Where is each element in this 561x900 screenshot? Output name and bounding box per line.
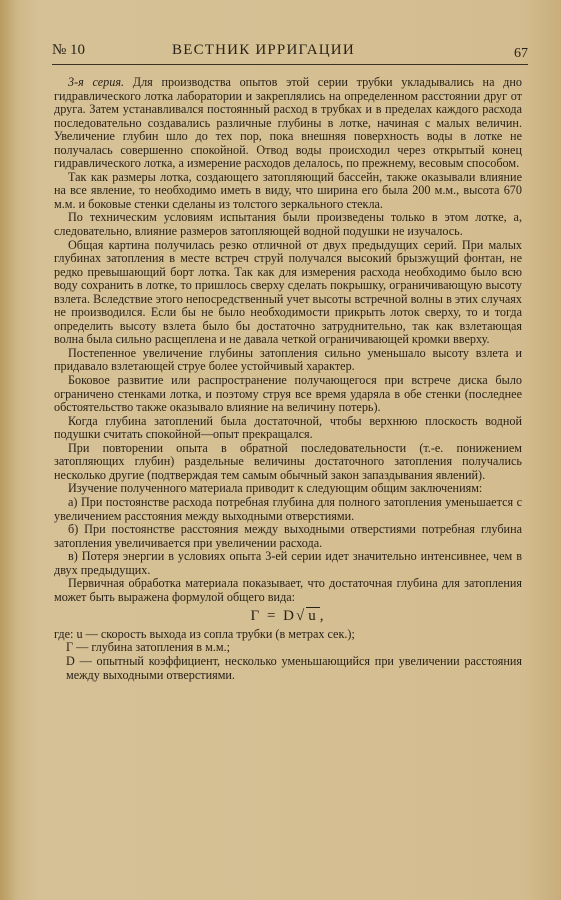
paragraph-text: Для производства опытов этой серии трубки укладывались на дно гидравлического лотка лаборатории и закреплялись на определенном расстоянии друг от друга. Затем устанавливался постоянный расход в трубках и в пределах каждого расхода последовательно создавались различные глубины в лотке, начиная с малых величин. Увеличение глубин шло до тех пор, пока внешняя поверхность воды в лотке не получалась совершенно спокойной. Отвод воды происходил через открытый конец гидравлического лотка, а измерение расходов делалось, по прежнему, весовым способом.: [54, 75, 522, 171]
paragraph: По техническим условиям испытания были произведены только в этом лотке, а, следовательно, влияние размеров затопляющей водной подушки не изучалось.: [54, 210, 522, 239]
paragraph: Боковое развитие или распространение получающегося при встрече диска было ограничено стенками лотка, и поэтому струя все время ударяла в обе стенки (последнее обстоятельство также оказывало влияние на величину потерь).: [54, 373, 522, 415]
series-heading: 3-я серия.: [68, 75, 125, 89]
journal-title: ВЕСТНИК ИРРИГАЦИИ: [172, 42, 355, 58]
legend-d: D — опытный коэффициент, несколько уменьшающийся при увеличении расстояния между выходными отверстиями.: [66, 653, 522, 682]
conclusion-a: а) При постоянстве расхода потребная глубина для полного затопления уменьшается с увеличением расстояния между выходными отверстиями.: [54, 494, 522, 523]
paragraph: Общая картина получилась резко отличной от двух предыдущих серий. При малых глубинах затопления в месте встреч струй получался высокий брызжущий фонтан, не редко превышающий борт лотка. Так как для измерения расхода необходимо было всю воду сохранить в лотке, то пришлось сверху сделать покрышку, ограничивающую высоту взлета. Вследствие этого непосредственный учет высоты встречной волны в этих случаях не производился. Если бы не было необходимости прикрыть лоток сверху, то и тогда определить высоту взлета было бы достаточно затруднительно, так как взлетающая волна была сильно расщеплена и не давала четкой ограничивающей кромки вверху.: [54, 237, 522, 347]
formula-trailer: ,: [319, 608, 326, 625]
paragraph-series-3: [54, 76, 522, 171]
running-header: [52, 40, 528, 65]
paragraph: Когда глубина затоплений была достаточной, чтобы верхнюю плоскость водной подушки считать спокойной—опыт прекращался.: [54, 413, 522, 442]
paragraph: Изучение полученного материала приводит к следующим общим заключениям:: [68, 481, 483, 496]
paragraph: Постепенное увеличение глубины затопления сильно уменьшало высоту взлета и придавало взлетающей струе более устойчивый характер.: [54, 345, 522, 374]
page-number: 67: [514, 46, 528, 61]
paragraph: Первичная обработка материала показывает, что достаточная глубина для затопления может быть выражена формулой общего вида:: [54, 576, 522, 604]
formula-lhs: Г = D: [250, 608, 296, 625]
paragraph: При повторении опыта в обратной последовательности (т.-е. понижением затопляющих глубин) раздельные величины достаточного затопления получались несколько другие (подтверждая тем самым обычный закон запаздывания явлений).: [54, 440, 522, 482]
paragraph: Так как размеры лотка, создающего затопляющий бассейн, также оказывали влияние на все явление, то необходимо иметь в виду, что ширина его была 200 м.м., высота 670 м.м. и боковые стенки сделаны из толстого зеркального стекла.: [54, 169, 522, 211]
formula-radicand: u: [308, 608, 318, 625]
conclusion-c: в) Потеря энергии в условиях опыта 3-ей серии идет значительно интенсивнее, чем в двух предыдущих.: [54, 549, 522, 577]
conclusion-b: б) При постоянстве расстояния между выходными отверстиями потребная глубина затопления увеличивается при увеличении расхода.: [54, 522, 522, 550]
sqrt-icon: √: [295, 608, 307, 625]
formula-legend: [54, 628, 522, 682]
legend-u: u — скорость выхода из сопла трубки (в метрах сек.);: [76, 626, 355, 641]
article-body: [54, 76, 522, 682]
formula: [54, 610, 522, 624]
issue-number: № 10: [52, 42, 86, 58]
legend-where: где:: [54, 626, 74, 641]
legend-g: Г — глубина затопления в м.м.;: [66, 640, 231, 655]
